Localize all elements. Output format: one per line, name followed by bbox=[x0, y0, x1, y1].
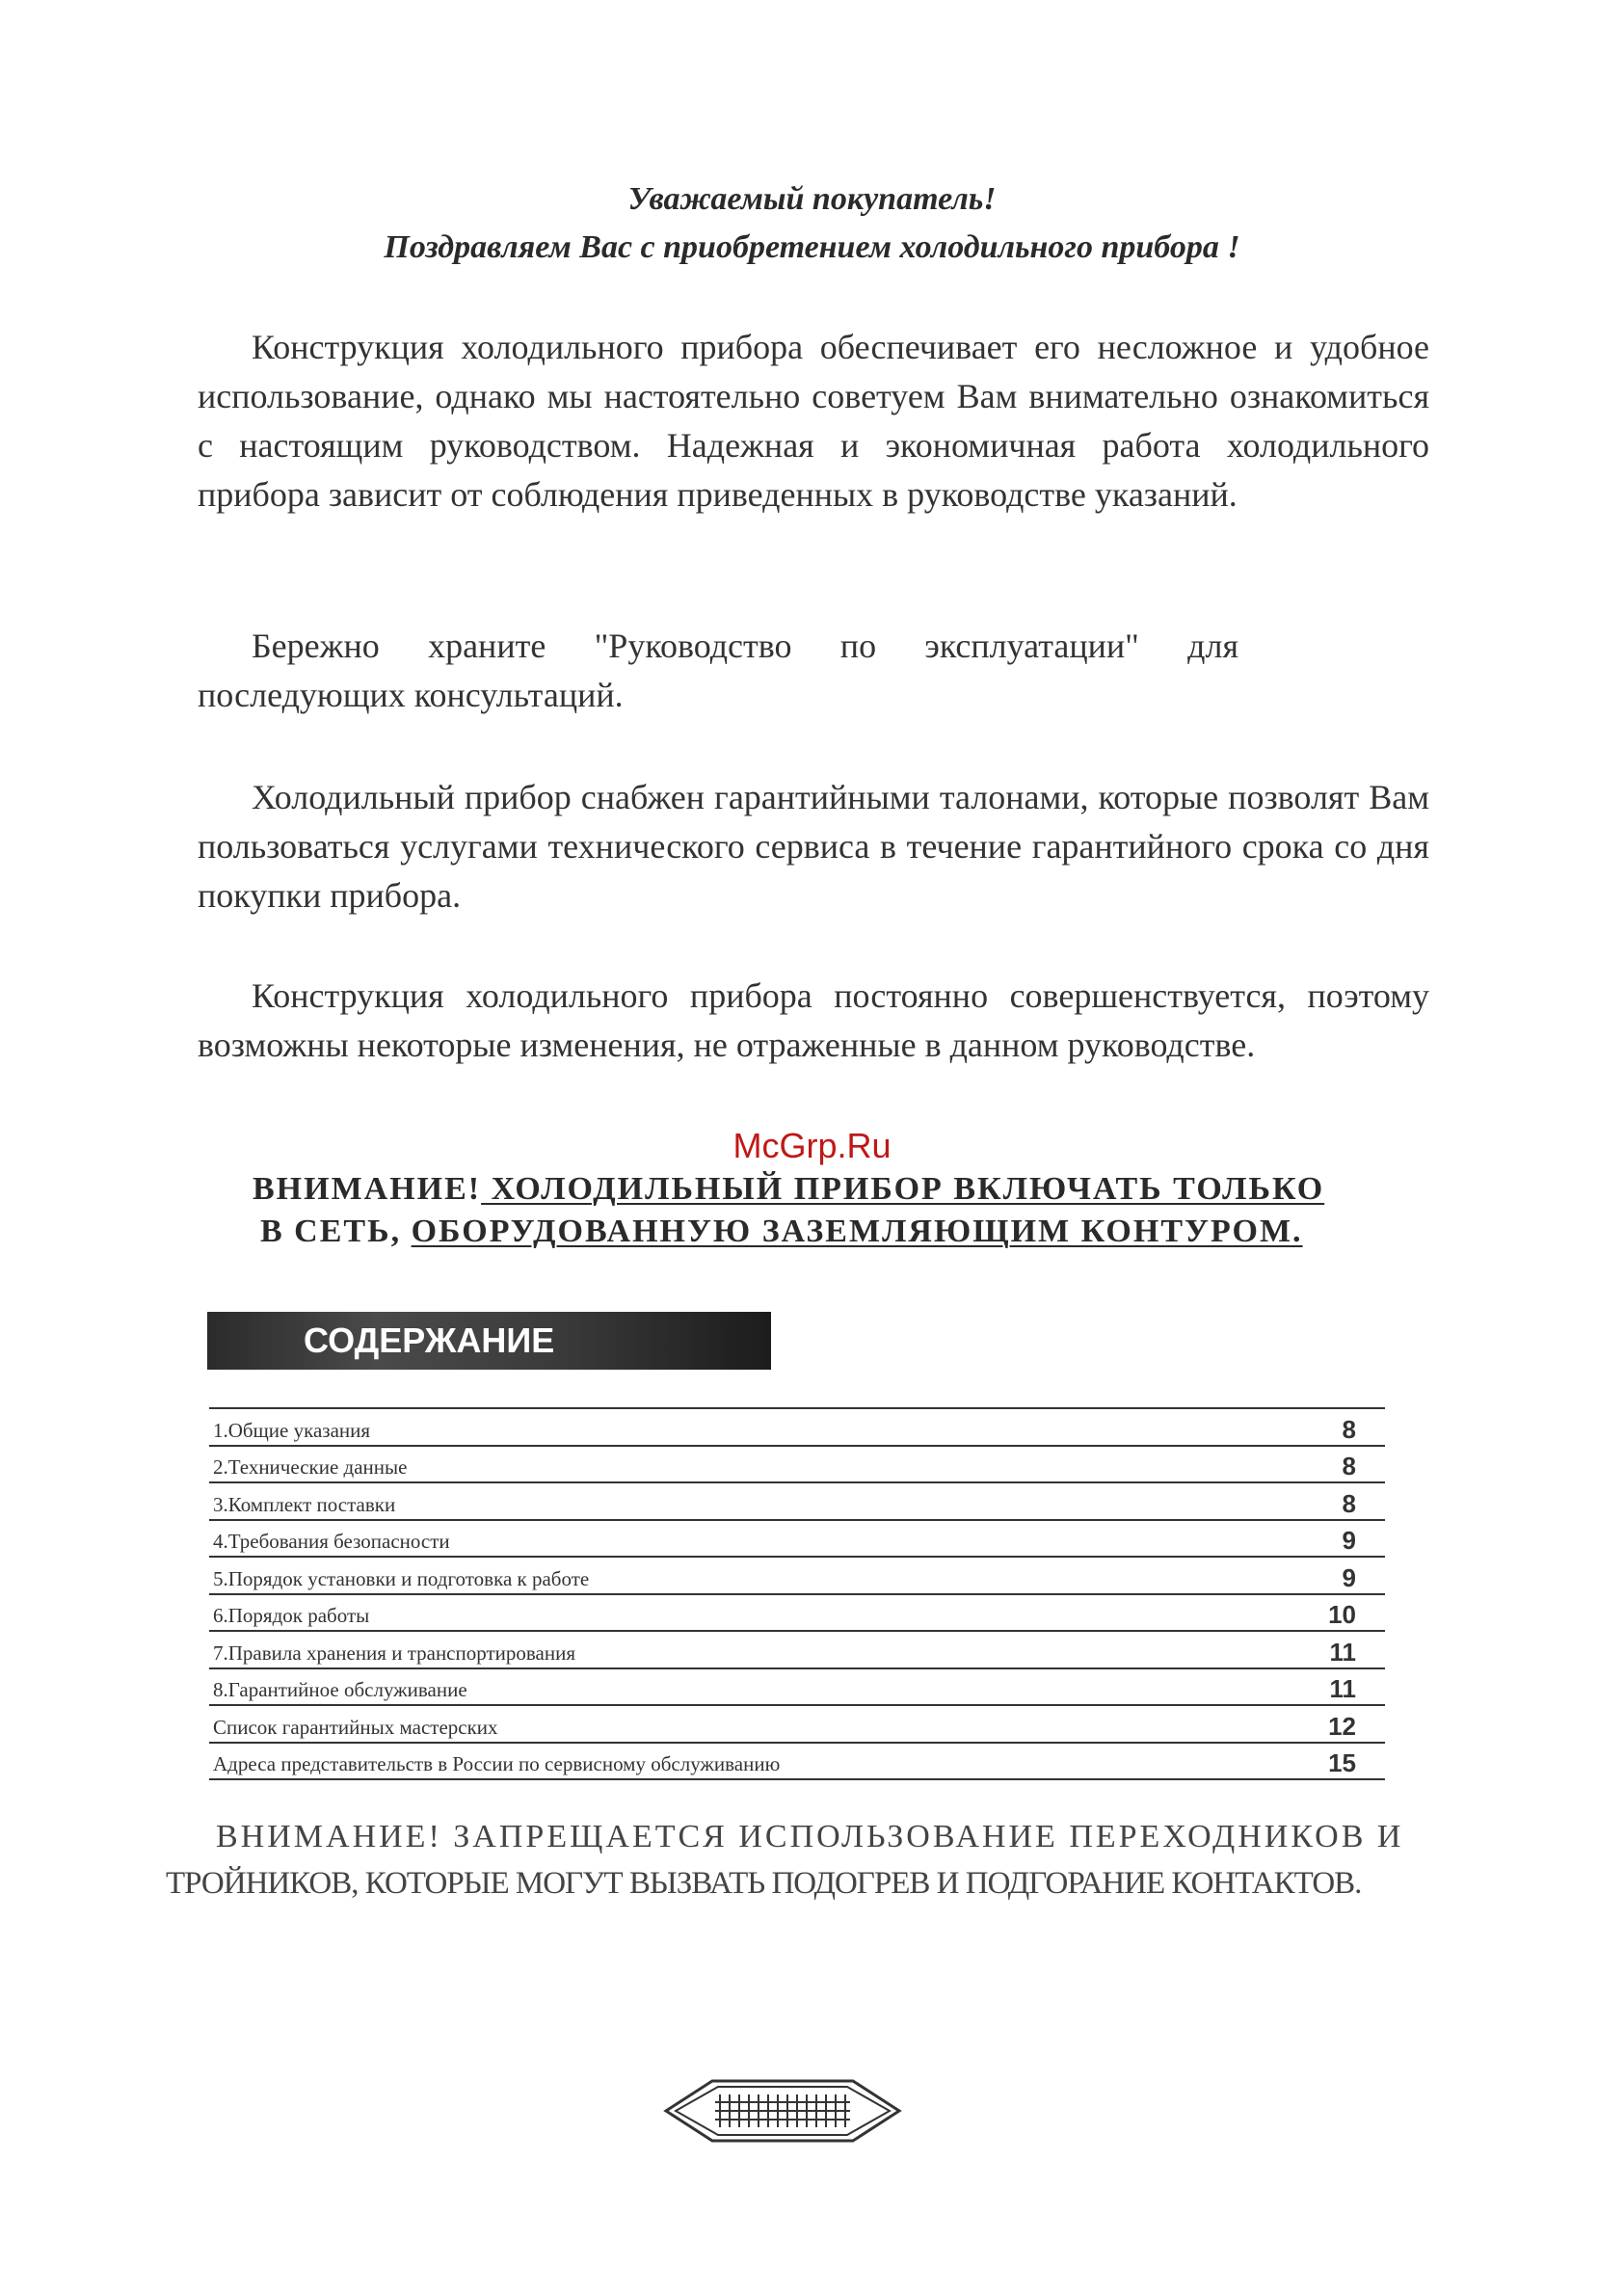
toc-page: 8 bbox=[1342, 1452, 1356, 1480]
warning-prefix: ВНИМАНИЕ! bbox=[253, 1171, 482, 1207]
toc-label: 5.Порядок установки и подготовка к работе bbox=[213, 1566, 590, 1590]
toc-label: 2.Технические данные bbox=[213, 1455, 408, 1479]
toc-title: СОДЕРЖАНИЕ bbox=[207, 1312, 771, 1370]
watermark: McGrp.Ru bbox=[732, 1126, 892, 1165]
toc-label: 8.Гарантийное обслуживание bbox=[213, 1678, 467, 1701]
header bbox=[0, 175, 1624, 272]
warranty-paragraph: Холодильный прибор снабжен гарантийными талонами, которые позволят Вам пользоваться услугами технического сервиса в течение гарантийного срока со дня покупки прибора. bbox=[198, 778, 1429, 915]
toc-row bbox=[209, 1483, 1385, 1521]
toc-page: 8 bbox=[1342, 1488, 1356, 1518]
toc-page: 11 bbox=[1329, 1674, 1356, 1703]
greeting-heading: Уважаемый покупатель! bbox=[627, 181, 997, 217]
adapter-warning-line2: ТРОЙНИКОВ, КОТОРЫЕ МОГУТ ВЫЗВАТЬ ПОДОГРЕВ И ПОДГОРАНИЕ КОНТАКТОВ. bbox=[166, 1866, 1362, 1901]
toc-label: Адреса представительств в России по сервисному обслуживанию bbox=[213, 1752, 781, 1775]
toc-label: Список гарантийных мастерских bbox=[213, 1715, 498, 1739]
toc-table bbox=[209, 1407, 1385, 1780]
warning-line2-start: В СЕТЬ, bbox=[260, 1214, 412, 1249]
toc-page: 9 bbox=[1342, 1526, 1356, 1555]
toc-row bbox=[209, 1521, 1385, 1559]
changes-paragraph: Конструкция холодильного прибора постоянно совершенствуется, поэтому возможны некоторые изменения, не отраженные в данном руководстве. bbox=[198, 976, 1429, 1064]
toc-label: 6.Порядок работы bbox=[213, 1604, 370, 1627]
storage-paragraph: Бережно храните "Руководство по эксплуатации" для последующих консультаций. bbox=[198, 627, 1238, 714]
intro-paragraph: Конструкция холодильного прибора обеспечивает его несложное и удобное использование, однако мы настоятельно советуем Вам внимательно ознакомиться с настоящим руководством. Надежная и экономичная работа холодильного прибора зависит от соблюдения приведенных в руководстве указаний. bbox=[198, 328, 1429, 514]
toc-row bbox=[209, 1669, 1385, 1707]
toc-page: 12 bbox=[1328, 1711, 1356, 1741]
warning-line1-text: ХОЛОДИЛЬНЫЙ ПРИБОР ВКЛЮЧАТЬ ТОЛЬКО bbox=[481, 1171, 1325, 1207]
toc-row bbox=[209, 1706, 1385, 1744]
toc-page: 10 bbox=[1328, 1600, 1356, 1629]
toc-row bbox=[209, 1632, 1385, 1669]
congrats-heading: Поздравляем Вас с приобретением холодильного прибора ! bbox=[384, 229, 1240, 265]
toc-row bbox=[209, 1595, 1385, 1633]
toc-row bbox=[209, 1409, 1385, 1447]
toc-label: 4.Требования безопасности bbox=[213, 1530, 450, 1553]
adapter-warning-line1: ВНИМАНИЕ! ЗАПРЕЩАЕТСЯ ИСПОЛЬЗОВАНИЕ ПЕРЕХОДНИКОВ И bbox=[216, 1819, 1404, 1854]
brand-logo-icon bbox=[662, 2075, 903, 2147]
toc-page: 8 bbox=[1342, 1414, 1356, 1444]
toc-row bbox=[209, 1558, 1385, 1595]
toc-row bbox=[209, 1744, 1385, 1781]
toc-row bbox=[209, 1447, 1385, 1484]
toc-label: 3.Комплект поставки bbox=[213, 1492, 396, 1516]
grounding-warning-line1 bbox=[253, 1168, 1438, 1211]
adapter-warning bbox=[166, 1814, 1404, 1907]
grounding-warning bbox=[253, 1168, 1438, 1253]
toc-label: 7.Правила хранения и транспортирования bbox=[213, 1640, 575, 1665]
toc-page: 15 bbox=[1328, 1748, 1356, 1777]
toc-page: 9 bbox=[1342, 1562, 1356, 1592]
warning-line2-underlined: ОБОРУДОВАННУЮ ЗАЗЕМЛЯЮЩИМ КОНТУРОМ. bbox=[411, 1214, 1303, 1249]
toc-label: 1.Общие указания bbox=[213, 1418, 371, 1442]
toc-page: 11 bbox=[1329, 1637, 1356, 1667]
grounding-warning-line2 bbox=[253, 1211, 1438, 1253]
